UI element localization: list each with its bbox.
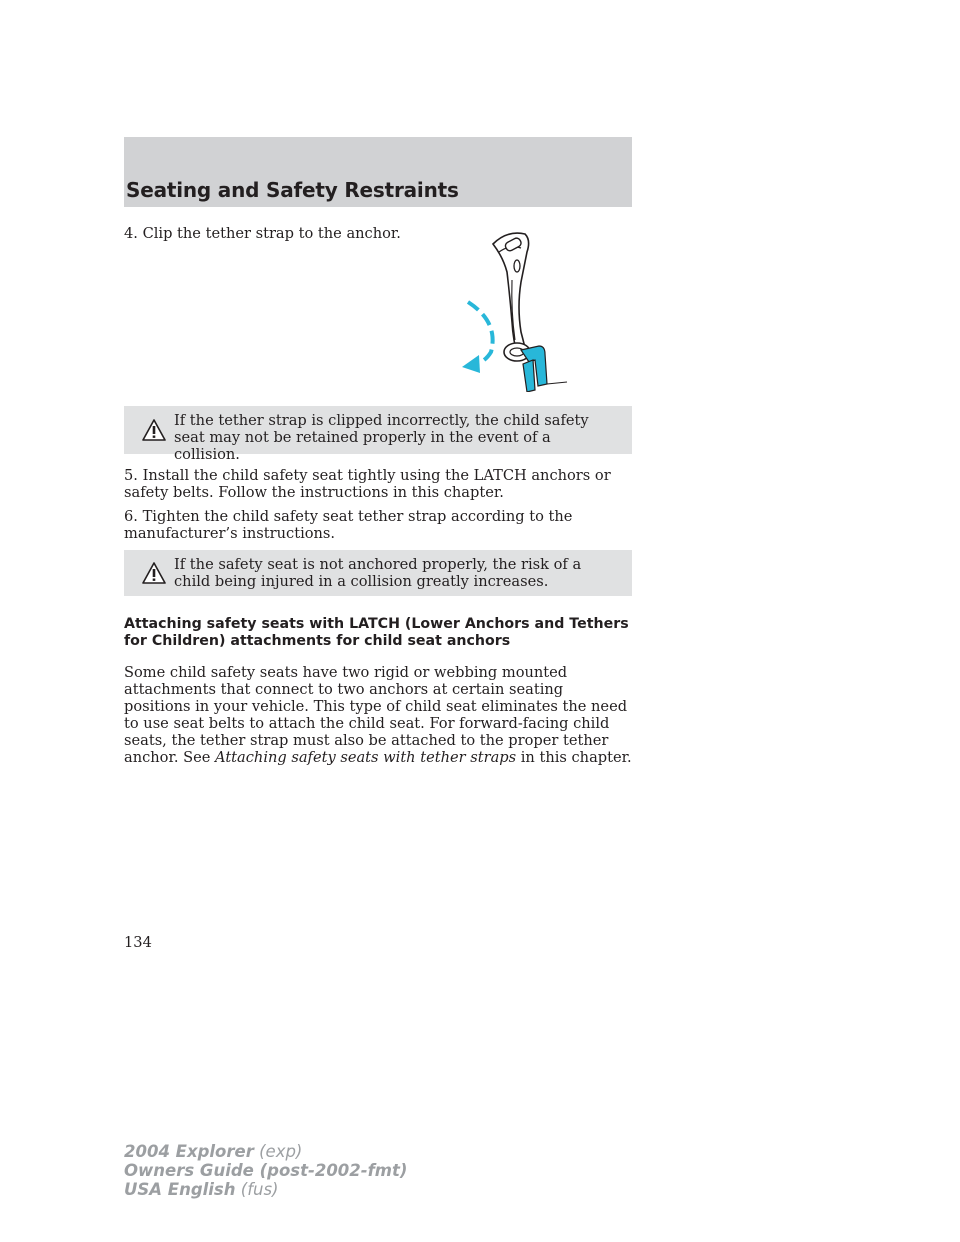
warning-box <box>124 550 632 596</box>
footer-line-3 <box>124 1180 407 1199</box>
warning-triangle-icon <box>142 562 166 584</box>
anchor-bracket-shape <box>493 233 529 358</box>
warning-text: If the tether strap is clipped incorrectly, the child safety seat may not be retained properly in the event of a collision. <box>174 412 589 463</box>
footer-model-code: (exp) <box>253 1142 303 1161</box>
tether-anchor-figure <box>455 222 580 392</box>
section-paragraph <box>124 664 632 766</box>
step-6-text: 6. Tighten the child safety seat tether strap according to the manufacturer’s instructions. <box>124 508 573 542</box>
footer-language-code: (fus) <box>235 1180 279 1199</box>
paragraph-text-end: in this chapter. <box>516 749 632 766</box>
section-heading: Attaching safety seats with LATCH (Lower Anchors and Tethers for Children) attachments for child seat anchors <box>124 616 629 649</box>
footer-line-2: Owners Guide (post-2002-fmt) <box>124 1161 408 1180</box>
footer-model: 2004 Explorer <box>124 1142 254 1161</box>
warning-text: If the safety seat is not anchored properly, the risk of a child being injured in a collision greatly increases. <box>174 556 582 590</box>
paragraph-text: Some child safety seats have two rigid or webbing mounted attachments that connect to two anchors at certain seating positions in your vehicle. This type of child seat eliminates the need to use seat belts to attach the child seat. For forward-facing child seats, the tether strap must also be attached to the proper tether anchor. See <box>124 664 628 766</box>
step-4-text: 4. Clip the tether strap to the anchor. <box>124 225 401 242</box>
document-footer <box>124 1142 407 1199</box>
footer-line-1 <box>124 1142 407 1161</box>
page-title: Seating and Safety Restraints <box>126 178 459 202</box>
footer-language: USA English <box>124 1180 236 1199</box>
step-5-text: 5. Install the child safety seat tightly using the LATCH anchors or safety belts. Follow the instructions in this chapter. <box>124 467 611 501</box>
curved-arrow-icon <box>468 302 493 364</box>
cross-reference-link[interactable]: Attaching safety seats with tether straps <box>215 749 517 766</box>
page-number: 134 <box>124 934 152 951</box>
warning-box <box>124 406 632 463</box>
warning-triangle-icon <box>142 419 166 441</box>
